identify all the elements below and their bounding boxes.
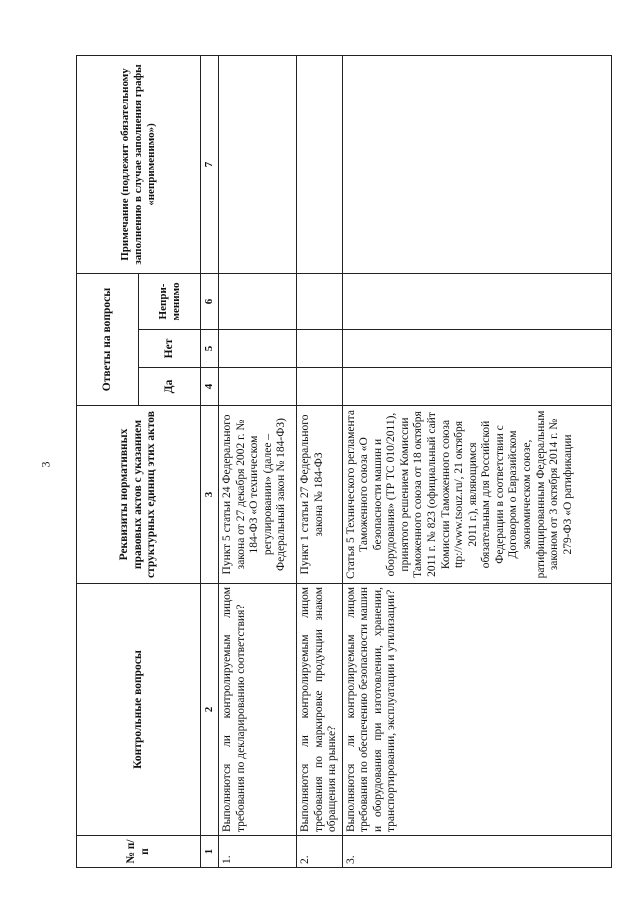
row-reference: Пункт 1 статьи 27 Федерального закона № 184-ФЗ [296, 406, 342, 584]
column-number: 6 [201, 273, 219, 329]
header-note: Примечание (подлежит обязательному заполнению в случае заполнения графы «неприменимо») [77, 55, 201, 273]
header-question: Контрольные вопросы [77, 584, 201, 836]
row-question: Выполняются ли контролируемым лицом требования по обеспечению безопасности машин и оборудования при изготовлении, хранении, транспортировании, эксплуатации и утилизации? [342, 584, 611, 836]
table-row [218, 55, 296, 867]
column-number: 3 [201, 406, 219, 584]
column-number: 4 [201, 368, 219, 406]
page-number: 3 [38, 461, 53, 468]
answer-no-cell[interactable] [218, 330, 296, 368]
checklist-sheet [76, 56, 612, 868]
column-number: 1 [201, 836, 219, 868]
answer-na-cell[interactable] [342, 273, 611, 329]
note-cell[interactable] [218, 55, 296, 273]
row-num: 3. [342, 836, 611, 868]
row-reference: Пункт 5 статьи 24 Федерального закона от 27 декабря 2002 г. № 184-ФЗ «О техническом регулировании» (далее – Федеральный закон № 184-ФЗ) [218, 406, 296, 584]
column-number: 7 [201, 55, 219, 273]
table-row [296, 55, 342, 867]
column-number: 2 [201, 584, 219, 836]
row-reference: Статья 5 Технического регламента Таможенного союза «О безопасности машин и оборудования» (ТР ТС 010/2011), принятого решением Комиссии Таможенного союза от 18 октября 2011 г. № 823 (официальный сайт Комиссии Таможенного союза ttp://www.tsouz.ru/, 21 октября 2011 г.), являющимся обязательным для Российской Федерации в соответствии с Договором о Евразийском экономическом союзе, ратифицированным Федеральным законом от 3 октября 2014 г. № 279-ФЗ «О ратификации [342, 406, 611, 584]
row-num: 1. [218, 836, 296, 868]
note-cell[interactable] [342, 55, 611, 273]
header-row [77, 55, 139, 867]
checklist-table [76, 55, 612, 868]
row-num: 2. [296, 836, 342, 868]
answer-no-cell[interactable] [342, 330, 611, 368]
answer-no-cell[interactable] [296, 330, 342, 368]
row-question: Выполняются ли контролируемым лицом требования по маркировке продукции знаком обращения на рынке? [296, 584, 342, 836]
column-number-row [201, 55, 219, 867]
header-no: Нет [139, 330, 201, 368]
header-answers: Ответы на вопросы [77, 273, 139, 405]
note-cell[interactable] [296, 55, 342, 273]
header-na: Непри-менимо [139, 273, 201, 329]
answer-na-cell[interactable] [296, 273, 342, 329]
answer-na-cell[interactable] [218, 273, 296, 329]
header-num: № п/п [77, 836, 201, 868]
header-yes: Да [139, 368, 201, 406]
header-reference: Реквизиты нормативных правовых актов с указанием структурных единиц этих актов [77, 406, 201, 584]
answer-yes-cell[interactable] [296, 368, 342, 406]
answer-yes-cell[interactable] [342, 368, 611, 406]
table-row [342, 55, 611, 867]
row-question: Выполняются ли контролируемым лицом требования по декларированию соответствия? [218, 584, 296, 836]
column-number: 5 [201, 330, 219, 368]
answer-yes-cell[interactable] [218, 368, 296, 406]
